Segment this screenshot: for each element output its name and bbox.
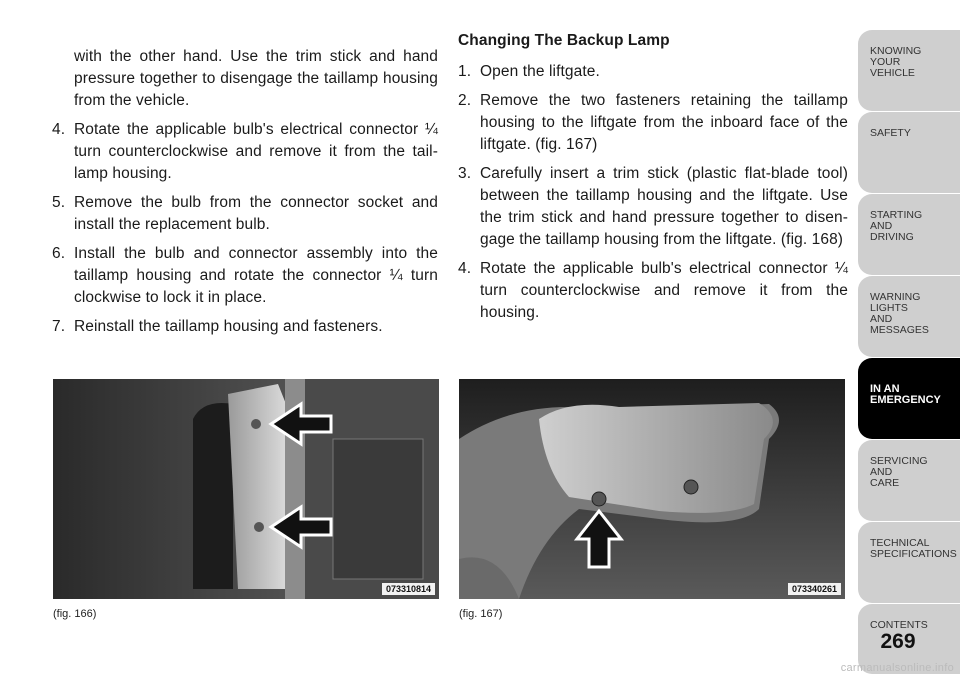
- step-item: [52, 316, 438, 338]
- tab-label: SERVICING AND CARE: [870, 455, 928, 489]
- step-item: [458, 90, 848, 156]
- tab-starting-and-driving[interactable]: [858, 194, 960, 275]
- tab-label: SAFETY: [870, 127, 911, 139]
- step-item: [52, 243, 438, 309]
- step-number: 7.: [52, 317, 66, 335]
- step-text: Install the bulb and connector assembly into the taillamp housing and rotate the connector ¼ turn clockwise to lock it in place.: [74, 244, 438, 306]
- tab-warning-lights-and-messages[interactable]: [858, 276, 960, 357]
- step-text: Carefully insert a trim stick (plastic flat-blade tool) between the taillamp housing and the liftgate. Use the trim stick and hand pressure together to disen- gage the taillamp housing from the liftgate. (fig. 168): [480, 165, 848, 248]
- step-text: Remove the two fasteners retaining the taillamp housing to the liftgate from the inboard face of the liftgate. (fig. 167): [480, 92, 848, 153]
- right-text-column: [458, 30, 848, 331]
- step-text: Remove the bulb from the connector socket and install the replacement bulb.: [74, 193, 438, 233]
- image-id-label: 073310814: [382, 583, 435, 595]
- figure-caption: (fig. 166): [53, 608, 97, 620]
- figure-liftgate-inboard: [459, 379, 845, 599]
- section-tabs: [858, 30, 960, 675]
- tab-knowing-your-vehicle[interactable]: [858, 30, 960, 111]
- tab-in-an-emergency[interactable]: [858, 358, 960, 439]
- section-heading: Changing The Backup Lamp: [458, 32, 670, 49]
- step-item: [458, 163, 848, 251]
- step-item: [458, 258, 848, 324]
- liftgate-illustration: [459, 379, 845, 599]
- tab-technical-specifications[interactable]: [858, 522, 960, 603]
- tab-label: CONTENTS: [870, 619, 928, 631]
- step-item: [52, 192, 438, 236]
- step-text: Rotate the applicable bulb's electrical connector ¼ turn counterclockwise and remove it from the tail- lamp housing.: [74, 120, 438, 182]
- continued-paragraph: with the other hand. Use the trim stick and hand pressure together to disengage the taillamp housing from the vehicle.: [74, 47, 438, 109]
- step-text: Rotate the applicable bulb's electrical connector ¼ turn counterclockwise and remove it from the housing.: [480, 260, 848, 321]
- watermark: carmanualsonline.info: [840, 662, 954, 674]
- figure-taillamp-fasteners: [53, 379, 439, 599]
- step-number: 2.: [458, 92, 472, 109]
- step-number: 3.: [458, 165, 472, 182]
- step-text: Open the liftgate.: [480, 63, 600, 80]
- step-text: Reinstall the taillamp housing and fasteners.: [74, 317, 383, 335]
- left-text-column: [52, 30, 438, 345]
- step-number: 5.: [52, 193, 66, 211]
- step-number: 6.: [52, 244, 66, 262]
- taillamp-illustration: [53, 379, 439, 599]
- tab-servicing-and-care[interactable]: [858, 440, 960, 521]
- step-item: [458, 61, 848, 83]
- step-item: [52, 119, 438, 185]
- step-number: 4.: [458, 260, 472, 277]
- tab-label: KNOWING YOUR VEHICLE: [870, 45, 922, 79]
- image-id-label: 073340261: [788, 583, 841, 595]
- step-number: 1.: [458, 63, 472, 80]
- tab-label: IN AN EMERGENCY: [870, 383, 941, 406]
- tab-label: STARTING AND DRIVING: [870, 209, 923, 243]
- figure-caption: (fig. 167): [459, 608, 503, 620]
- page-number: 269: [880, 630, 916, 653]
- tab-label: TECHNICAL SPECIFICATIONS: [870, 537, 957, 560]
- tab-label: WARNING LIGHTS AND MESSAGES: [870, 291, 929, 336]
- tab-safety[interactable]: [858, 112, 960, 193]
- step-number: 4.: [52, 120, 66, 138]
